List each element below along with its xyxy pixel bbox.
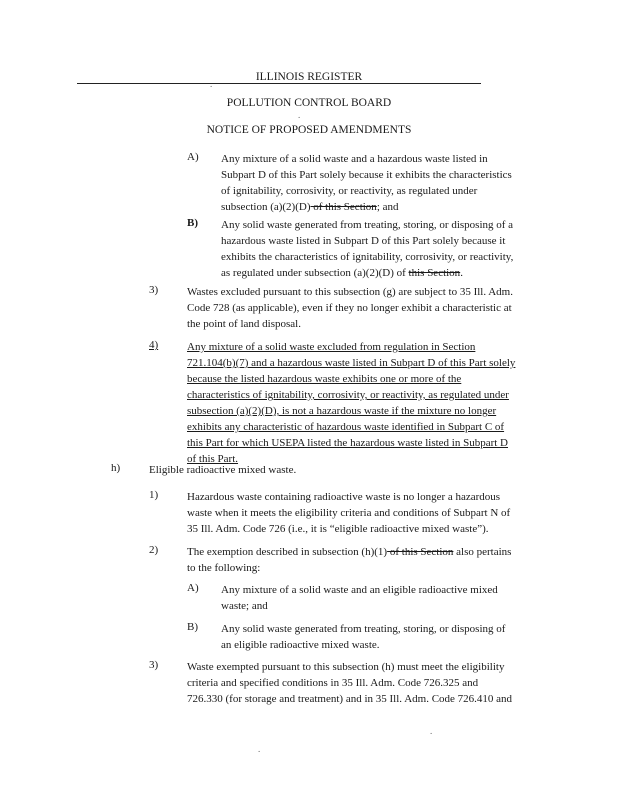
item-B-text xyxy=(221,217,513,281)
item-3-label: 3) xyxy=(149,284,159,296)
item-h2-line xyxy=(187,544,511,560)
item-h3-text xyxy=(187,659,512,707)
item-h1-line: Hazardous waste containing radioactive waste is no longer a hazardous xyxy=(187,491,501,503)
item-A-line: of ignitability, corrosivity, or reactivity, as regulated under xyxy=(221,185,478,197)
item-A-line: Subpart D of this Part solely because it exhibits the characteristics xyxy=(221,169,512,181)
scan-speck: . xyxy=(210,79,213,89)
item-h2A-line: waste; and xyxy=(221,600,268,612)
item-B-line4-end: . xyxy=(460,267,463,279)
item-h3-label: 3) xyxy=(149,659,159,671)
item-h1-line: waste when it meets the eligibility criteria and conditions of Subpart N of xyxy=(187,507,511,519)
item-h3-line: criteria and specified conditions in 35 Ill. Adm. Code 726.325 and xyxy=(187,677,479,689)
item-h2A-label: A) xyxy=(187,582,199,594)
item-B-line xyxy=(221,265,513,281)
item-4-line: this Part for which USEPA listed the hazardous waste listed in Subpart D xyxy=(187,437,509,449)
item-A-text xyxy=(221,151,512,215)
item-h2-label: 2) xyxy=(149,544,159,556)
item-h2B-text xyxy=(221,621,505,653)
item-h3-line: 726.330 (for storage and treatment) and in 35 Ill. Adm. Code 726.410 and xyxy=(187,693,513,705)
item-h2A-text xyxy=(221,582,498,614)
board-title: POLLUTION CONTROL BOARD xyxy=(226,97,392,109)
item-A-line xyxy=(221,199,512,215)
item-h1-line: 35 Ill. Adm. Code 726 (i.e., it is “eligible radioactive mixed waste”). xyxy=(187,523,489,535)
item-3-line: Wastes excluded pursuant to this subsection (g) are subject to 35 Ill. Adm. xyxy=(187,286,513,298)
item-A-line: Any mixture of a solid waste and a hazardous waste listed in xyxy=(221,153,488,165)
register-title: ILLINOIS REGISTER xyxy=(255,71,363,83)
scan-speck: . xyxy=(430,726,433,736)
item-B-label: B) xyxy=(187,217,198,229)
item-A-label: A) xyxy=(187,151,199,163)
item-4-line: because the listed hazardous waste exhibits one or more of the xyxy=(187,373,462,385)
struck-text: of this Section xyxy=(310,201,377,213)
item-4-line: exhibits any characteristic of hazardous waste identified in Subpart C of xyxy=(187,421,505,433)
item-B-line: Any solid waste generated from treating, storing, or disposing of a xyxy=(221,219,514,231)
scan-speck: . xyxy=(258,744,261,754)
struck-text: of this Section xyxy=(387,546,454,558)
item-B-line: hazardous waste listed in Subpart D of this Part solely because it xyxy=(221,235,506,247)
item-h1-text xyxy=(187,489,510,537)
item-3-line: the point of land disposal. xyxy=(187,318,301,330)
item-h-heading: Eligible radioactive mixed waste. xyxy=(149,464,297,476)
item-A-line4-end: ; and xyxy=(376,201,399,213)
item-h2B-line: Any solid waste generated from treating, storing, or disposing of xyxy=(221,623,506,635)
item-h1-label: 1) xyxy=(149,489,159,501)
scan-speck: . xyxy=(298,110,301,120)
item-3-line: Code 728 (as applicable), even if they no longer exhibit a characteristic at xyxy=(187,302,512,314)
item-4-line: Any mixture of a solid waste excluded from regulation in Section xyxy=(187,341,476,353)
item-h-label: h) xyxy=(111,462,121,474)
item-3-text xyxy=(187,284,513,332)
item-h2-line1-end: also pertains xyxy=(453,546,512,558)
item-A-line4-text: subsection (a)(2)(D) xyxy=(221,201,311,213)
item-4-line: subsection (a)(2)(D), is not a hazardous waste if the mixture no longer xyxy=(187,405,497,417)
item-h2A-line: Any mixture of a solid waste and an eligible radioactive mixed xyxy=(221,584,498,596)
header-rule xyxy=(77,83,481,84)
item-h3-line: Waste exempted pursuant to this subsection (h) must meet the eligibility xyxy=(187,661,505,673)
item-h2B-line: an eligible radioactive mixed waste. xyxy=(221,639,380,651)
item-h2-line: to the following: xyxy=(187,562,261,574)
item-h2B-label: B) xyxy=(187,621,198,633)
item-4-line: characteristics of ignitability, corrosivity, or reactivity, as regulated under xyxy=(187,389,509,401)
notice-title: NOTICE OF PROPOSED AMENDMENTS xyxy=(206,124,412,136)
item-B-line4-text: as regulated under subsection (a)(2)(D) of xyxy=(221,267,409,279)
item-h2-line1-text: The exemption described in subsection (h)(1) xyxy=(187,546,388,558)
item-4-line: of this Part. xyxy=(187,453,239,465)
item-4-line: 721.104(b)(7) and a hazardous waste listed in Subpart D of this Part solely xyxy=(187,357,516,369)
item-h2-text xyxy=(187,544,511,576)
item-B-line: exhibits the characteristics of ignitability, corrosivity, or reactivity, xyxy=(221,251,514,263)
struck-text: this Section xyxy=(408,267,461,279)
item-4-label: 4) xyxy=(149,339,159,351)
item-4-text xyxy=(187,339,515,467)
